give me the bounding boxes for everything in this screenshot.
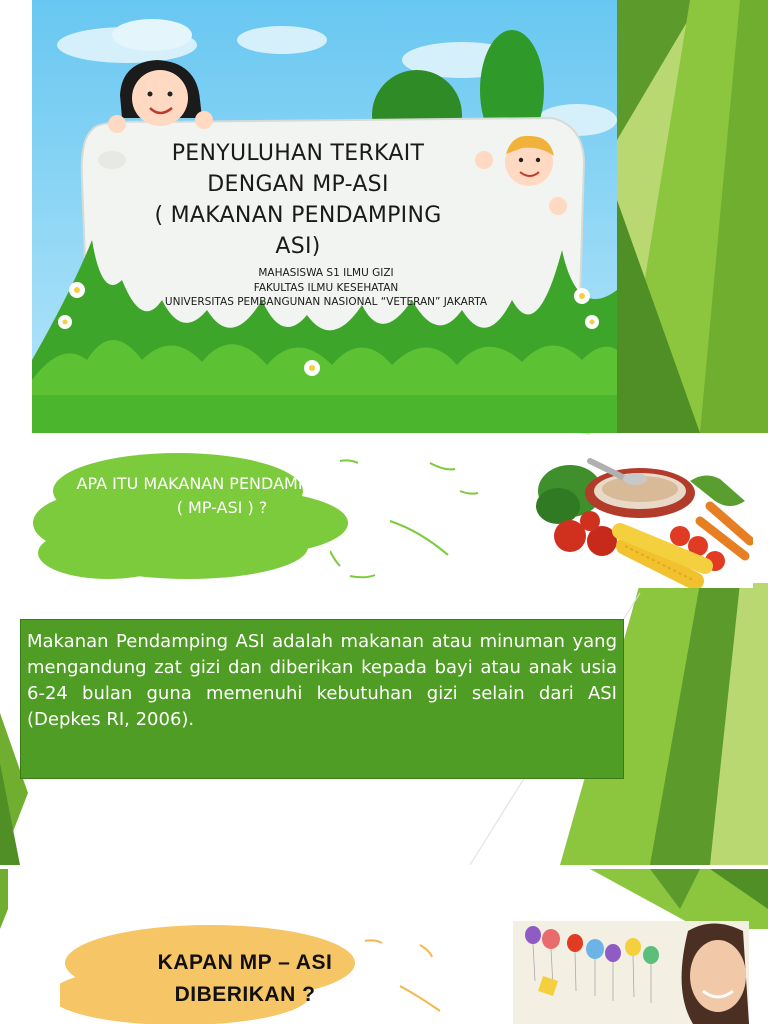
title-line: ( MAKANAN PENDAMPING bbox=[154, 203, 442, 228]
definition-slide bbox=[0, 433, 768, 865]
slide-title bbox=[128, 138, 468, 262]
title-line: ASI) bbox=[275, 234, 321, 259]
timing-question bbox=[120, 947, 370, 1011]
baby-food-vegetables-image bbox=[530, 451, 753, 588]
title-line: PENYULUHAN TERKAIT bbox=[171, 141, 425, 166]
definition-box: Makanan Pendamping ASI adalah makanan atau minuman yang mengandung zat gizi dan diberikan kepada bayi atau anak usia 6-24 bulan guna memenuhi kebutuhan gizi selain dari ASI (Depkes RI, 2006). bbox=[20, 619, 624, 779]
subtitle-line: MAHASISWA S1 ILMU GIZI bbox=[258, 267, 394, 279]
balloons-and-woman-image bbox=[513, 921, 749, 1024]
subtitle-line: FAKULTAS ILMU KESEHATAN bbox=[253, 281, 399, 294]
mother-balloons-photo bbox=[513, 921, 749, 1024]
timing-slide bbox=[0, 869, 768, 1024]
subtitle-line: UNIVERSITAS PEMBANGUNAN NASIONAL “VETERAN” JAKARTA bbox=[164, 296, 488, 308]
title-slide bbox=[0, 0, 768, 433]
timing-question-line: KAPAN MP – ASI bbox=[157, 951, 333, 974]
question-bubble-text: APA ITU MAKANAN PENDAMPING ASI ( MP-ASI ) ? bbox=[76, 474, 368, 517]
timing-question-line: DIBERIKAN ? bbox=[174, 983, 316, 1006]
food-photo bbox=[530, 451, 753, 588]
decorative-brush-strokes bbox=[360, 931, 480, 1021]
title-line: DENGAN MP-ASI bbox=[207, 172, 389, 197]
slide-subtitle bbox=[90, 266, 562, 310]
